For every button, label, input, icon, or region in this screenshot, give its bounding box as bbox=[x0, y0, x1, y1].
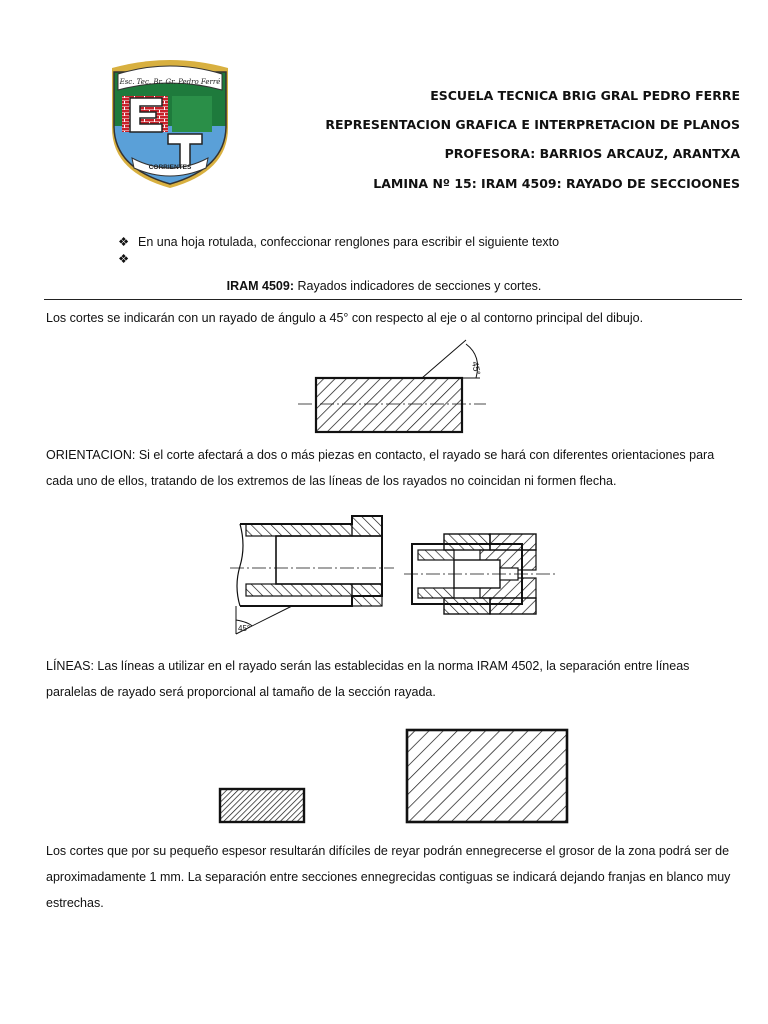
figure-small-section bbox=[218, 787, 308, 827]
norm-title bbox=[0, 279, 768, 293]
subject-name: REPRESENTACION GRAFICA E INTERPRETACION DE PLANOS bbox=[325, 117, 740, 132]
figure-orientation-sections bbox=[222, 506, 562, 646]
bullet-symbol: ❖ bbox=[118, 252, 130, 266]
sheet-title: LAMINA Nº 15: IRAM 4509: RAYADO DE SECCIOONES bbox=[373, 176, 740, 191]
figure-hatched-section-45 bbox=[296, 338, 496, 438]
bullet-symbol: ❖ bbox=[118, 235, 130, 249]
norm-description: Rayados indicadores de secciones y cortes. bbox=[297, 279, 542, 293]
teacher-name: PROFESORA: BARRIOS ARCAUZ, ARANTXA bbox=[444, 146, 740, 161]
logo-text: Esc. Tec. Br. Gr. Pedro Ferré bbox=[119, 78, 221, 86]
bullet-item bbox=[118, 251, 138, 266]
school-logo bbox=[110, 56, 230, 188]
bullet-text: En una hoja rotulada, confeccionar renglones para escribir el siguiente texto bbox=[138, 235, 560, 249]
norm-code: IRAM 4509: bbox=[226, 279, 294, 293]
title-divider bbox=[44, 299, 742, 300]
angle-label: 45° bbox=[238, 624, 251, 633]
angle-label: 45° bbox=[470, 360, 483, 376]
figure-large-section bbox=[404, 727, 570, 827]
paragraph-cortes: Los cortes se indicarán con un rayado de ángulo a 45° con respecto al eje o al contorno principal del dibujo. bbox=[46, 311, 644, 325]
paragraph-orientacion: ORIENTACION: Si el corte afectará a dos o más piezas en contacto, el rayado se hará con diferentes orientaciones para cada uno de ellos, tratando de los extremos de las líneas de los rayados no coincidan ni formen flecha. bbox=[46, 448, 715, 488]
bullet-item bbox=[118, 234, 559, 249]
school-name: ESCUELA TECNICA BRIG GRAL PEDRO FERRE bbox=[430, 88, 740, 103]
paragraph-lineas: LÍNEAS: Las líneas a utilizar en el rayado serán las establecidas en la norma IRAM 4502, la separación entre líneas paralelas de rayado será proporcional al tamaño de la sección rayada. bbox=[46, 659, 690, 699]
paragraph-ennegrecidos: Los cortes que por su pequeño espesor resultarán difíciles de reyar podrán ennegrecerse el grosor de la zona podrá ser de aproximadamente 1 mm. La separación entre secciones ennegrecidas contiguas se indicará dejando franjas en blanco muy estrechas. bbox=[46, 844, 731, 910]
logo-banner: CORRIENTES bbox=[148, 164, 192, 171]
